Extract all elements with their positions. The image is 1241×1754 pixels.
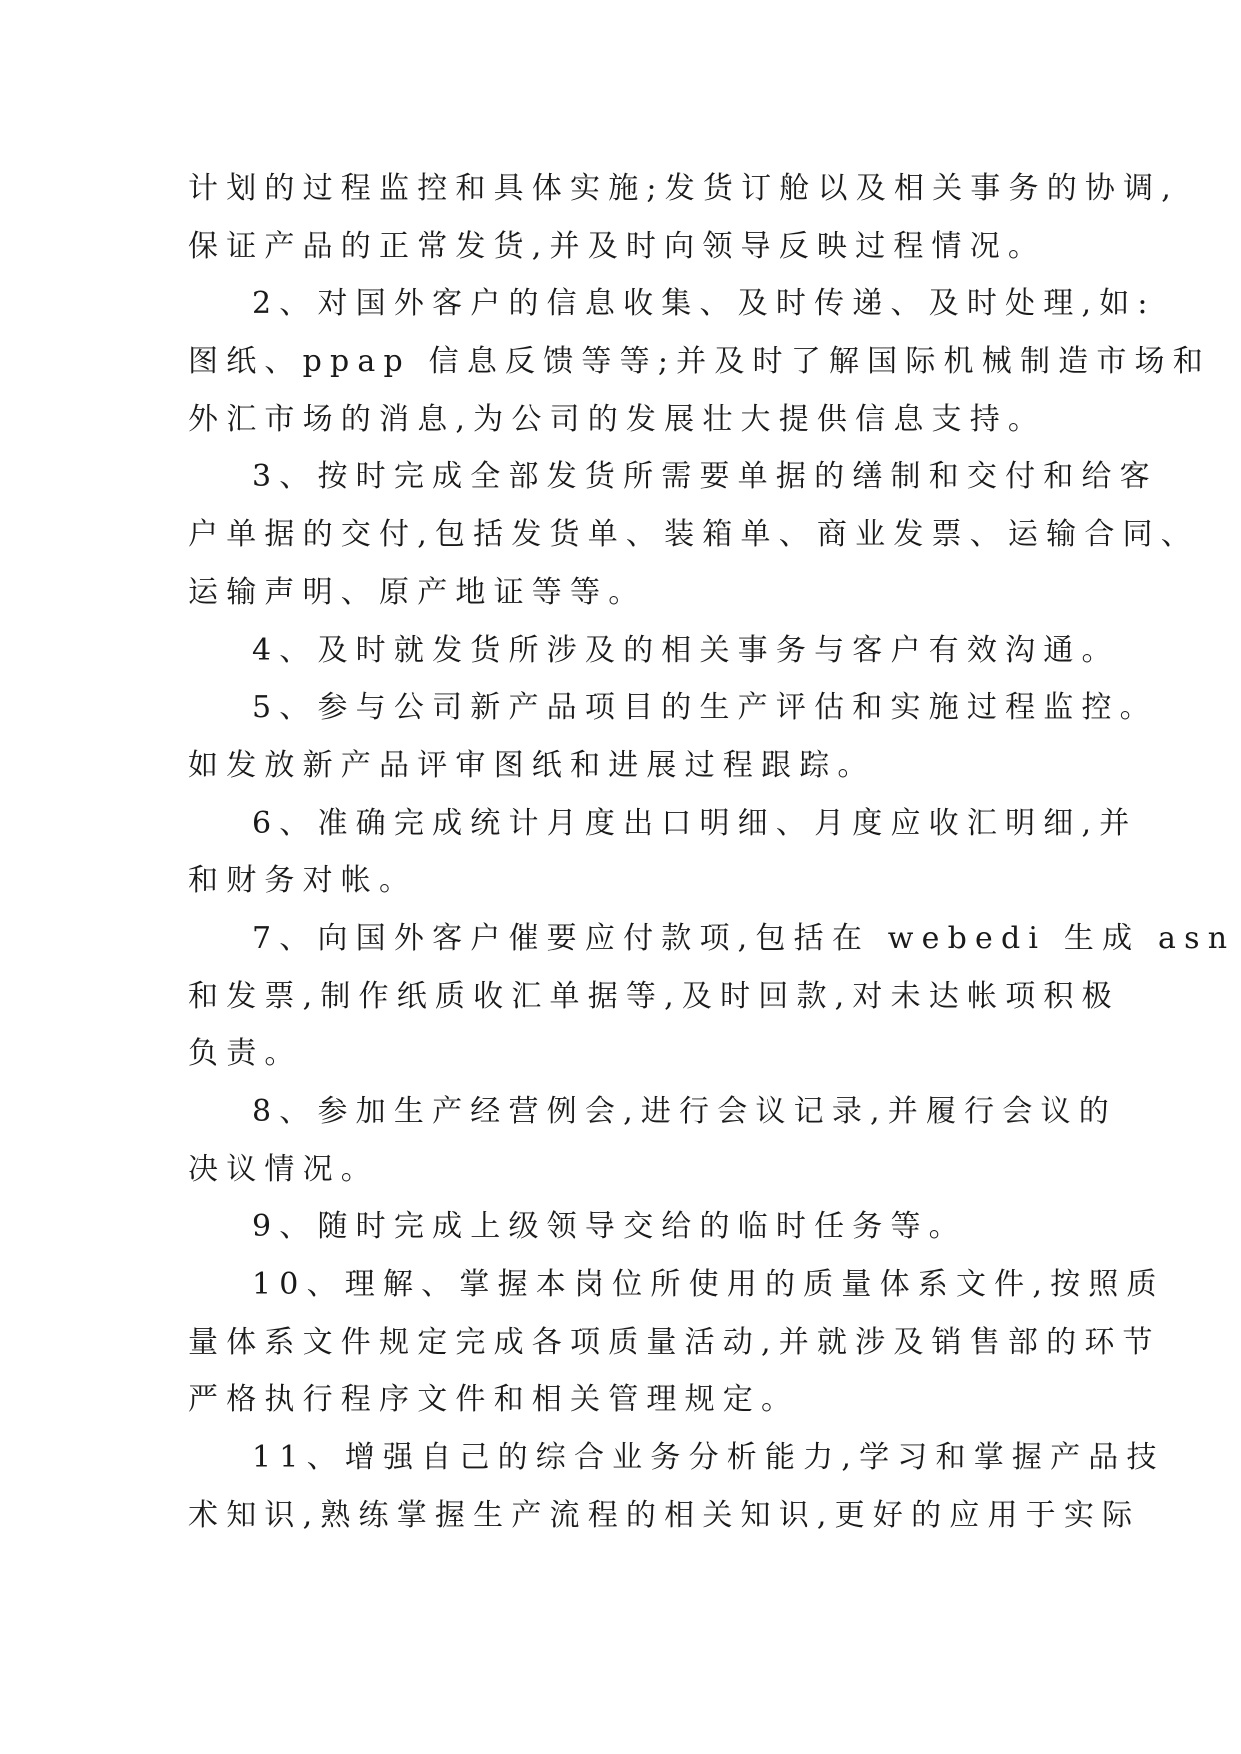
list-item-9: 9、随时完成上级领导交给的临时任务等。 [252, 1209, 967, 1245]
list-item-4: 4、及时就发货所涉及的相关事务与客户有效沟通。 [252, 632, 1120, 668]
body-line: 量体系文件规定完成各项质量活动,并就涉及销售部的环节 [188, 1324, 1161, 1360]
body-line: 图纸、ppap 信息反馈等等;并及时了解国际机械制造市场和 [188, 344, 1211, 380]
list-item-7: 7、向国外客户催要应付款项,包括在 webedi 生成 asn [252, 920, 1236, 956]
body-line: 保证产品的正常发货,并及时向领导反映过程情况。 [188, 228, 1047, 264]
list-item-2: 2、对国外客户的信息收集、及时传递、及时处理,如: [252, 286, 1156, 322]
list-item-5: 5、参与公司新产品项目的生产评估和实施过程监控。 [252, 690, 1158, 726]
list-item-6: 6、准确完成统计月度出口明细、月度应收汇明细,并 [252, 805, 1138, 841]
list-item-10: 10、理解、掌握本岗位所使用的质量体系文件,按照质 [252, 1267, 1165, 1303]
list-item-3: 3、按时完成全部发货所需要单据的缮制和交付和给客 [252, 459, 1158, 495]
list-item-8: 8、参加生产经营例会,进行会议记录,并履行会议的 [252, 1094, 1117, 1129]
body-line: 和财务对帐。 [188, 863, 418, 899]
body-line: 户单据的交付,包括发货单、装箱单、商业发票、运输合同、 [188, 517, 1199, 553]
body-line: 和发票,制作纸质收汇单据等,及时回款,对未达帐项积极 [188, 978, 1120, 1014]
body-line: 运输声明、原产地证等等。 [188, 574, 647, 610]
body-line: 如发放新产品评审图纸和进展过程跟踪。 [188, 747, 876, 783]
body-line: 计划的过程监控和具体实施;发货订舱以及相关事务的协调, [188, 171, 1180, 206]
body-line: 负责。 [188, 1036, 303, 1072]
body-line: 决议情况。 [188, 1151, 379, 1187]
body-line: 严格执行程序文件和相关管理规定。 [188, 1382, 800, 1418]
document-body [188, 160, 1236, 1545]
list-item-11: 11、增强自己的综合业务分析能力,学习和掌握产品技 [252, 1440, 1165, 1476]
body-line: 术知识,熟练掌握生产流程的相关知识,更好的应用于实际 [188, 1497, 1141, 1533]
body-line: 外汇市场的消息,为公司的发展壮大提供信息支持。 [188, 401, 1047, 437]
